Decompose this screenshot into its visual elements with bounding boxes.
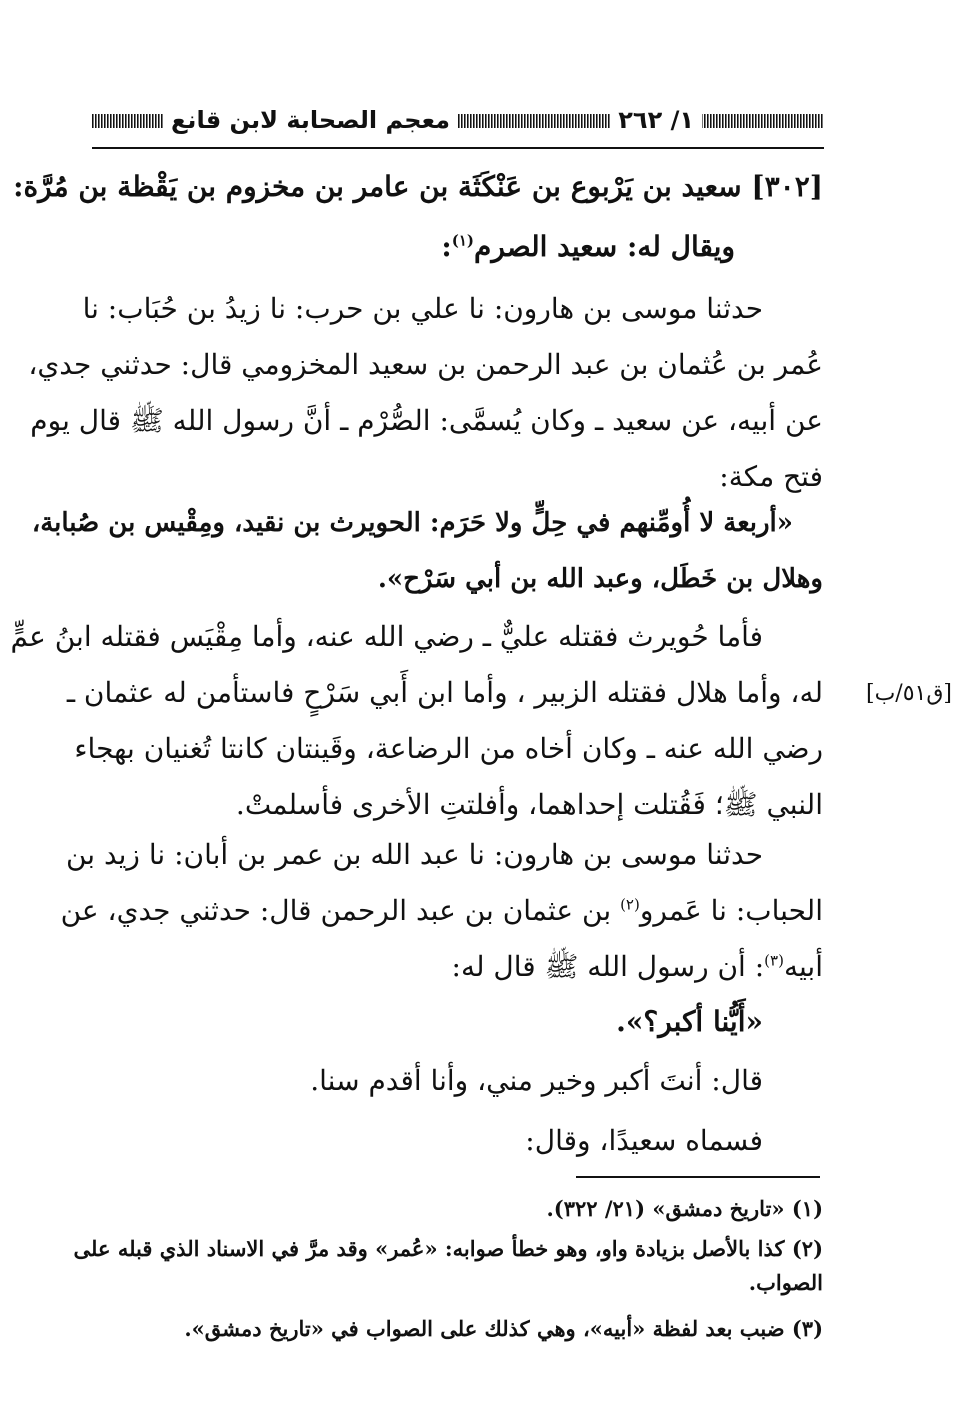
p3-line-2a: الحباب: نا عَمرو — [639, 894, 823, 927]
p1-line-2: عُمر بن عُثمان بن عبد الرحمن بن سعيد المخزومي قال: حدثني جدي، — [28, 348, 823, 381]
heading-alias: ويقال له: سعيد الصرم — [474, 230, 735, 263]
p2-line-3: رضي الله عنه ـ وكان أخاه من الرضاعة، وقَينتان كانتا تُغنيان بهجاء — [74, 732, 823, 765]
p5-line: فسماه سعيدًا، وقال: — [525, 1124, 763, 1157]
footnote-3: (٣) ضبب بعد لفظة «أبيه»، وهي كذلك على الصواب في «تاريخ دمشق». — [184, 1316, 823, 1341]
manuscript-folio-note: [ق٥١/ب] — [866, 681, 953, 706]
p3-line-3b: : أن رسول الله ﷺ قال له: — [451, 950, 765, 983]
p3-line-2 — [61, 894, 823, 927]
running-header — [92, 100, 824, 140]
p3-line-1: حدثنا موسى بن هارون: نا عبد الله بن عمر بن أبان: نا زيد بن — [65, 838, 763, 871]
book-title: معجم الصحابة لابن قانع — [163, 100, 458, 140]
heading-line-2 — [441, 230, 735, 263]
footnote-ref-3: (٣) — [764, 951, 784, 970]
footnote-2: (٢) كذا بالأصل بزيادة واو، وهو خطأ صوابه: «عُمر» وقد مرَّ في الاسناد الذي قبله على — [73, 1236, 823, 1261]
q1-line-2: وهلال بن خَطَل، وعبد الله بن أبي سَرْح». — [377, 564, 823, 594]
q1-line-1: «أربعة لا أُومِّنهم في حِلٍّ ولا حَرَم: الحويرث بن نقيد، ومِقْيس بن صُبابة، — [31, 508, 793, 538]
p4-line: قال: أنتَ أكبر وخير مني، وأنا أقدم سنا. — [310, 1064, 763, 1097]
p3-line-3 — [452, 950, 823, 990]
p3-line-2b: بن عثمان بن عبد الرحمن قال: حدثني جدي، عن — [60, 894, 621, 927]
footnote-divider — [576, 1176, 820, 1178]
footnote-ref-2: (٢) — [620, 895, 640, 914]
page-number: ١/ ٢٦٢ — [610, 100, 702, 140]
q2-line: «أَيُّنا أكبر؟». — [616, 1005, 763, 1038]
footnote-ref-1: (١) — [451, 231, 475, 250]
p3-line-3a: أبيه — [783, 950, 823, 983]
p2-line-1: فأما حُويرث فقتله عليٌّ ـ رضي الله عنه، وأما مِقْيَس فقتله ابنُ عمٍّ — [10, 620, 763, 653]
footnote-1: (١) «تاريخ دمشق» (٢١/ ٣٢٢). — [546, 1196, 823, 1221]
heading-line-1: [٣٠٢] سعيد بن يَرْبوع بن عَنْكَثَة بن عامر بن مخزوم بن يَقْظة بن مُرَّة: — [13, 170, 823, 203]
p2-line-4: النبي ﷺ؛ فَقُتلت إحداهما، وأفلتتِ الأخرى فأسلمتْ. — [235, 788, 823, 821]
p1-line-3: عن أبيه، عن سعيد ـ وكان يُسمَّى: الصُّرْم ـ أنَّ رسول الله ﷺ قال يوم — [30, 404, 823, 437]
footnote-2-cont: الصواب. — [748, 1270, 823, 1295]
p1-line-1: حدثنا موسى بن هارون: نا علي بن حرب: نا زيدُ بن حُبَاب: نا — [82, 292, 763, 325]
p2-line-2: له، وأما هلال فقتله الزبير ، وأما ابن أَبي سَرْحٍ فاستأمن له عثمان ـ — [66, 676, 823, 709]
p1-line-4: فتح مكة: — [719, 460, 823, 493]
header-divider — [92, 147, 824, 149]
heading-colon: : — [441, 230, 452, 263]
